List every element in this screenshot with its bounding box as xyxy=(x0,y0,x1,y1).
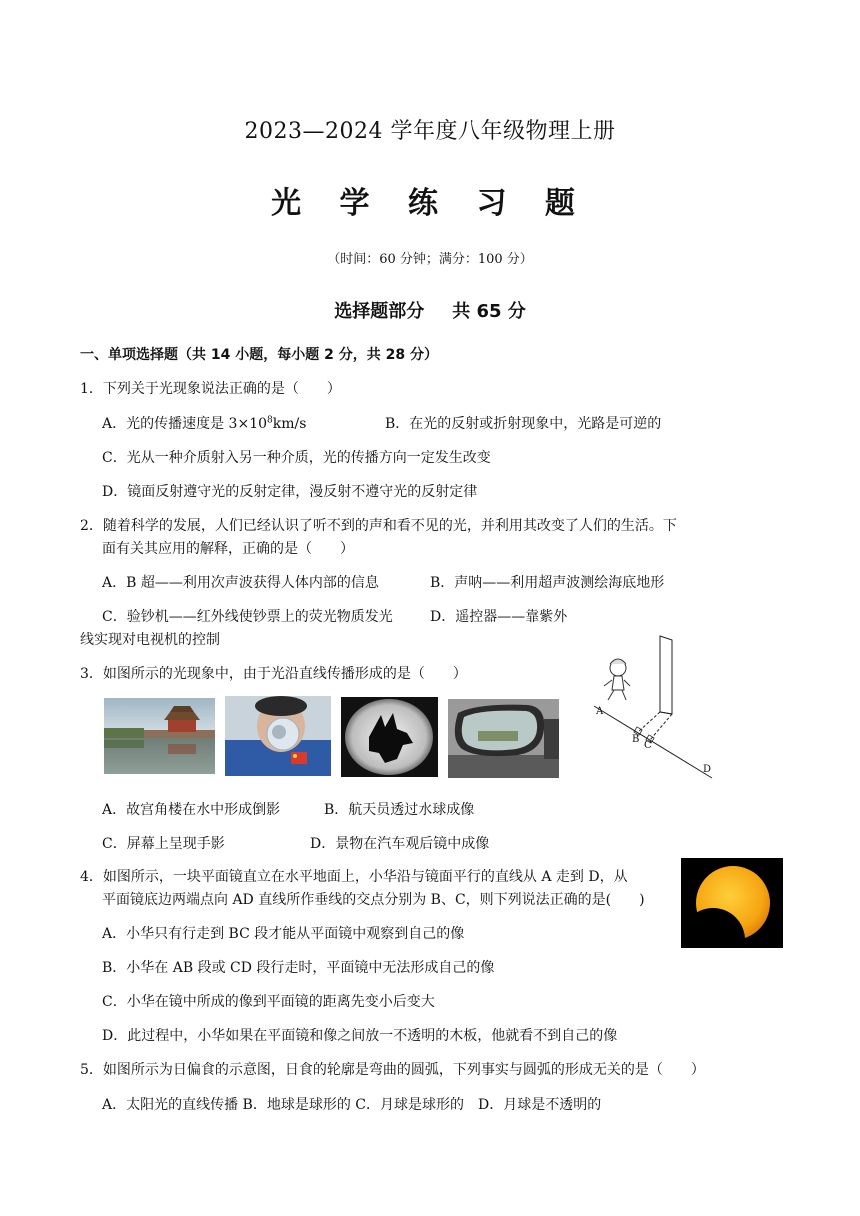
q1-option-a-unit: km/s xyxy=(272,416,307,432)
diagram-label-b: B xyxy=(632,734,640,745)
photo-car-mirror xyxy=(448,699,559,778)
q1-option-a-exponent: 8 xyxy=(267,415,273,426)
q3-option-a: A．故宫角楼在水中形成倒影 xyxy=(102,802,281,818)
photo-forbidden-city-reflection xyxy=(104,698,215,774)
photo-hand-shadow xyxy=(341,697,438,777)
diagram-label-d: D xyxy=(703,764,712,775)
q4-stem-line2: 平面镜底边两端点向 AD 直线所作垂线的交点分别为 B、C，则下列说法正确的是( ) xyxy=(102,892,645,908)
q5-stem: 5．如图所示为日偏食的示意图，日食的轮廓是弯曲的圆弧，下列事实与圆弧的形成无关的是（ ） xyxy=(80,1062,705,1078)
q3-option-d: D．景物在汽车观后镜中成像 xyxy=(310,836,490,852)
q1-option-a xyxy=(102,413,306,433)
diagram-label-c: C xyxy=(644,740,652,751)
q3-option-c: C．屏幕上呈现手影 xyxy=(102,836,225,852)
section-heading-left: 选择题部分 xyxy=(334,301,425,322)
photo-partial-solar-eclipse xyxy=(681,858,783,948)
q1-option-a-text: A．光的传播速度是 3×10 xyxy=(102,416,268,432)
q4-option-b: B．小华在 AB 段或 CD 段行走时，平面镜中无法形成自己的像 xyxy=(102,960,495,976)
q5-options: A．太阳光的直线传播 B．地球是球形的 C．月球是球形的 D．月球是不透明的 xyxy=(102,1097,602,1113)
q4-option-d: D．此过程中，小华如果在平面镜和像之间放一不透明的木板，他就看不到自己的像 xyxy=(102,1028,618,1044)
q3-option-b: B．航天员透过水球成像 xyxy=(324,802,475,818)
section-heading-right: 共 65 分 xyxy=(452,301,526,322)
photo-astronaut-water-ball xyxy=(225,696,331,776)
q4-option-a: A．小华只有行走到 BC 段才能从平面镜中观察到自己的像 xyxy=(102,926,465,942)
exam-year-title: 2023—2024 学年度八年级物理上册 xyxy=(244,119,616,144)
section-heading xyxy=(0,297,860,323)
q1-stem: 1．下列关于光现象说法正确的是（ ） xyxy=(80,381,341,397)
exam-main-title: 光 学 练 习 题 xyxy=(271,186,589,221)
q1-option-b: B．在光的反射或折射现象中，光路是可逆的 xyxy=(385,416,662,432)
mirror-walk-diagram xyxy=(588,632,718,782)
q2-option-c: C．验钞机——红外线使钞票上的荧光物质发光 xyxy=(102,609,393,625)
diagram-label-a: A xyxy=(596,706,604,717)
q2-option-d-line2: 线实现对电视机的控制 xyxy=(80,632,220,648)
part-title: 一、单项选择题（共 14 小题，每小题 2 分，共 28 分） xyxy=(80,347,438,363)
q2-option-a: A．B 超——利用次声波获得人体内部的信息 xyxy=(102,575,379,591)
q3-stem: 3．如图所示的光现象中，由于光沿直线传播形成的是（ ） xyxy=(80,666,467,682)
exam-time-info: （时间：60 分钟；满分：100 分） xyxy=(327,252,533,267)
q4-stem-line1: 4．如图所示，一块平面镜直立在水平地面上，小华沿与镜面平行的直线从 A 走到 D，从 xyxy=(80,869,628,885)
q2-option-b: B．声呐——利用超声波测绘海底地形 xyxy=(430,575,665,591)
q1-option-d: D．镜面反射遵守光的反射定律，漫反射不遵守光的反射定律 xyxy=(102,484,478,500)
q4-option-c: C．小华在镜中所成的像到平面镜的距离先变小后变大 xyxy=(102,994,435,1010)
q2-stem-line2: 面有关其应用的解释，正确的是（ ） xyxy=(102,541,354,557)
q2-option-d-line1: D．遥控器——靠紫外 xyxy=(430,609,568,625)
q1-option-c: C．光从一种介质射入另一种介质，光的传播方向一定发生改变 xyxy=(102,450,491,466)
q2-stem-line1: 2．随着科学的发展，人们已经认识了听不到的声和看不见的光，并利用其改变了人们的生活。下 xyxy=(80,518,677,534)
